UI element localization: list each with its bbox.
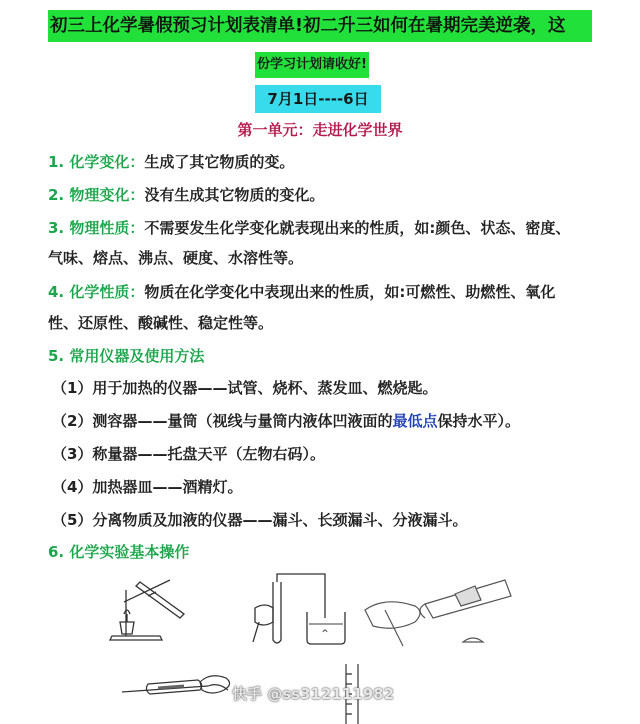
instrument-item: （5）分离物质及加液的仪器——漏斗、长颈漏斗、分液漏斗。	[52, 511, 468, 529]
instrument-text: 保持水平）。	[437, 412, 520, 430]
item-text-continued: 气味、熔点、沸点、硬度、水溶性等。	[48, 249, 304, 267]
item-term: 物理性质	[69, 219, 130, 237]
instrument-text: （2）测容器——量筒（视线与量筒内液体凹液面的	[52, 412, 393, 430]
item-text: 不需要发生化学变化就表现出来的性质，如:颜色、状态、密度、	[144, 219, 571, 237]
item-text-continued: 性、还原性、酸碱性、稳定性等。	[48, 314, 274, 332]
date-range: 7月1日----6日	[255, 85, 381, 113]
item-separator: ：	[129, 283, 145, 301]
unit-title: 第一单元：走进化学世界	[237, 121, 403, 139]
item-number: 3.	[48, 219, 65, 237]
section-heading: 5. 常用仪器及使用方法	[48, 347, 205, 365]
item-term: 化学性质	[69, 283, 130, 301]
title-line-2: 份学习计划请收好!	[255, 52, 369, 78]
item-term: 化学变化	[69, 153, 130, 171]
item-separator: ：	[129, 219, 145, 237]
item-number: 4.	[48, 283, 65, 301]
item-number: 2.	[48, 186, 65, 204]
instrument-item: （4）加热器皿——酒精灯。	[52, 478, 243, 496]
instrument-item: （1）用于加热的仪器——试管、烧杯、蒸发皿、燃烧匙。	[52, 379, 438, 397]
hand-illustration	[196, 670, 236, 700]
instrument-item	[52, 409, 520, 433]
item-separator: ：	[129, 186, 145, 204]
gas-tightness-check-illustration	[245, 572, 355, 650]
section-heading: 6. 化学实验基本操作	[48, 543, 190, 561]
iron-stand-heating-illustration	[100, 562, 190, 644]
watermark: 快手 @ss312111982	[232, 685, 395, 703]
title-line-1: 初三上化学暑假预习计划表清单!初二升三如何在暑期完美逆袭，这	[48, 10, 592, 42]
item-number: 1.	[48, 153, 65, 171]
pouring-liquid-illustration	[355, 566, 525, 648]
definition-item	[48, 216, 570, 240]
item-separator: ：	[129, 153, 145, 171]
definition-item	[48, 280, 555, 304]
item-text: 没有生成其它物质的变化。	[144, 186, 325, 204]
highlight-lowest-point: 最低点	[392, 412, 438, 430]
item-text: 物质在化学变化中表现出来的性质，如:可燃性、助燃性、氧化	[144, 283, 556, 301]
definition-item	[48, 150, 294, 174]
instrument-item: （3）称量器——托盘天平（左物右码）。	[52, 445, 325, 463]
item-text: 生成了其它物质的变。	[144, 153, 295, 171]
item-term: 物理变化	[69, 186, 130, 204]
definition-item	[48, 183, 324, 207]
